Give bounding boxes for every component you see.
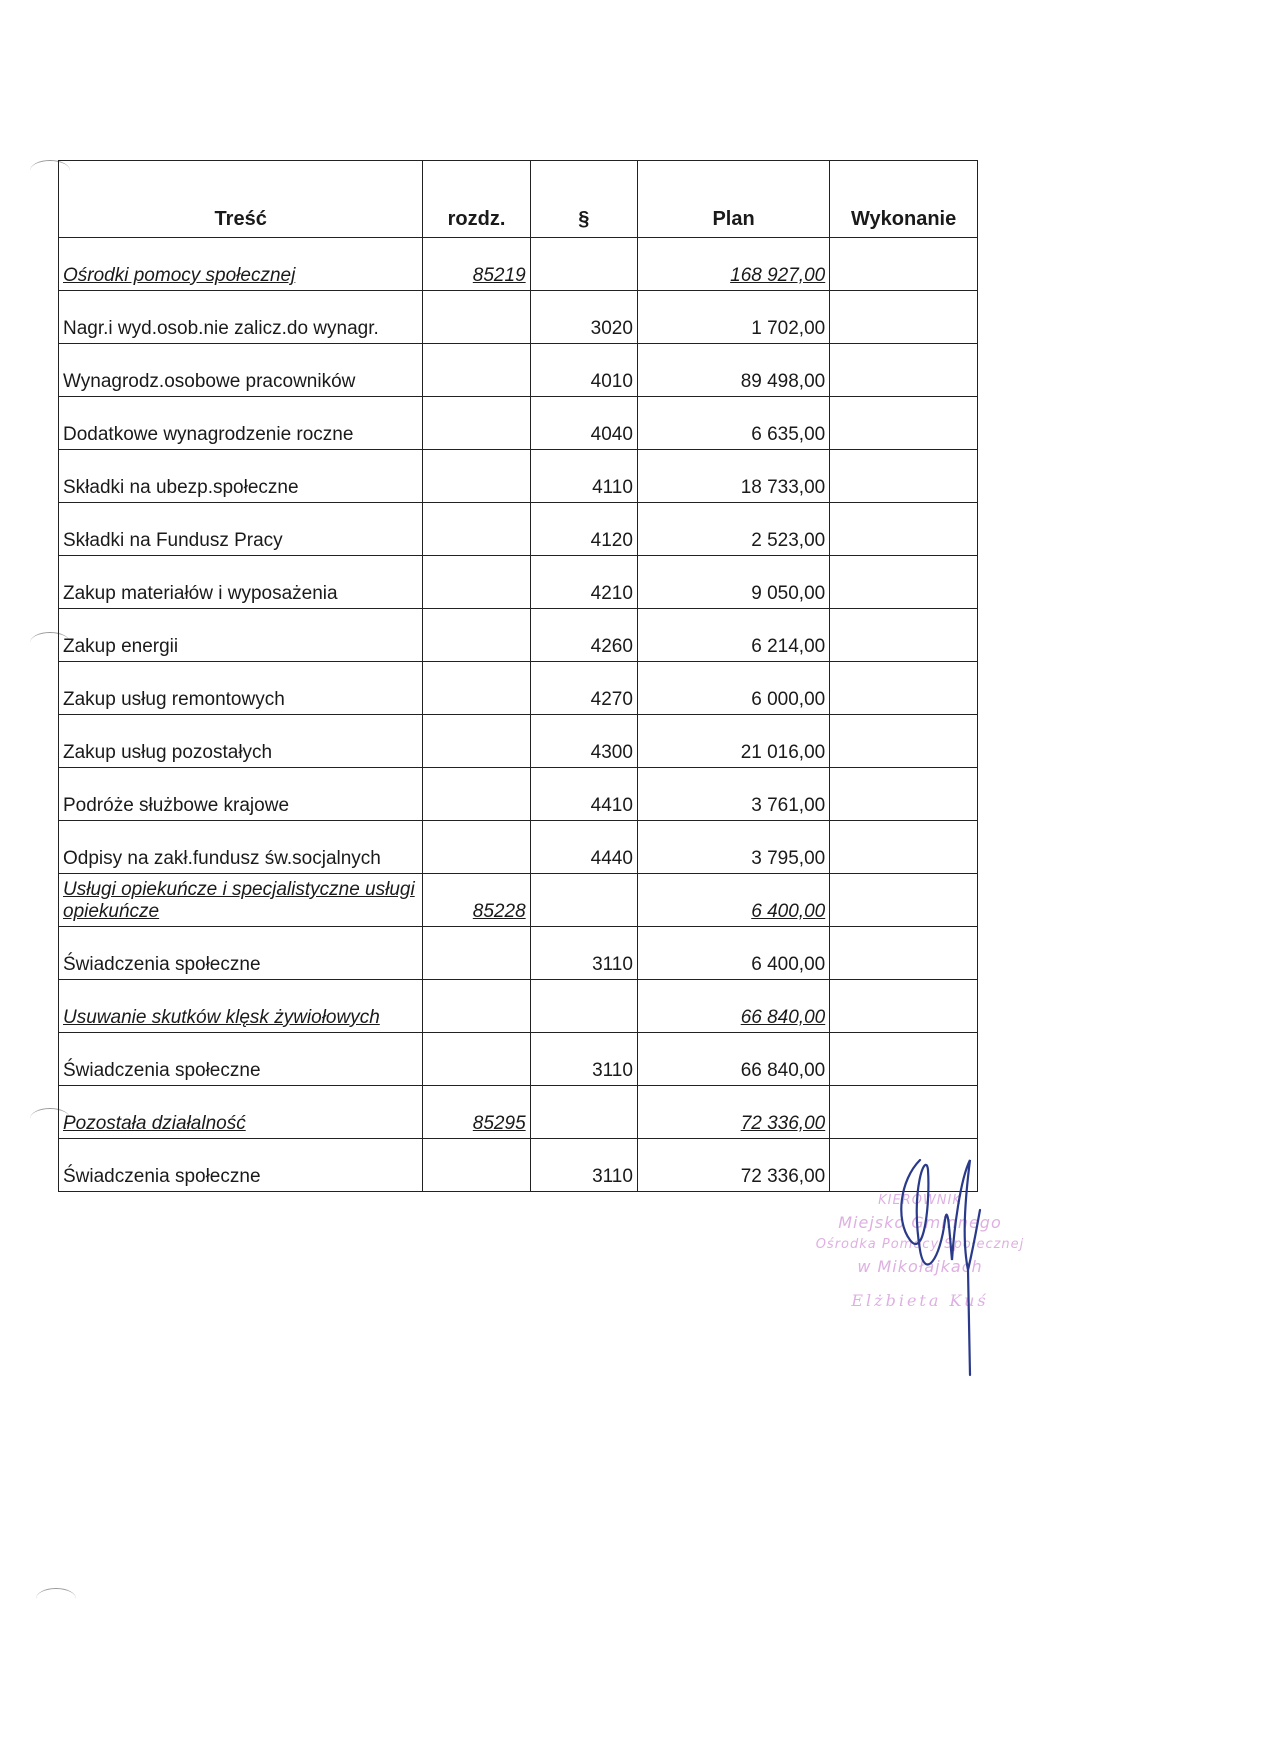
cell-rozdz <box>423 768 530 821</box>
table-row <box>59 344 978 397</box>
cell-rozdz <box>423 397 530 450</box>
cell-desc: Pozostała działalność <box>59 1086 423 1139</box>
cell-rozdz <box>423 344 530 397</box>
table-section-row <box>59 980 978 1033</box>
cell-paragraph: 4210 <box>530 556 637 609</box>
header-wykonanie: Wykonanie <box>830 161 978 238</box>
header-rozdz: rozdz. <box>423 161 530 238</box>
cell-rozdz <box>423 450 530 503</box>
table-row <box>59 821 978 874</box>
cell-paragraph: 4010 <box>530 344 637 397</box>
cell-desc: Świadczenia społeczne <box>59 1139 423 1192</box>
cell-desc: Zakup materiałów i wyposażenia <box>59 556 423 609</box>
cell-desc: Odpisy na zakł.fundusz św.socjalnych <box>59 821 423 874</box>
stamp-line: w Mikołajkach <box>857 1257 983 1276</box>
cell-paragraph: 4120 <box>530 503 637 556</box>
table-row <box>59 556 978 609</box>
cell-wykonanie <box>830 291 978 344</box>
cell-paragraph: 3110 <box>530 927 637 980</box>
table-row <box>59 715 978 768</box>
handwritten-signature <box>890 1140 1000 1380</box>
cell-wykonanie <box>830 662 978 715</box>
cell-plan: 3 761,00 <box>637 768 829 821</box>
cell-wykonanie <box>830 927 978 980</box>
cell-wykonanie <box>830 503 978 556</box>
cell-plan: 18 733,00 <box>637 450 829 503</box>
cell-paragraph: 4410 <box>530 768 637 821</box>
cell-wykonanie <box>830 238 978 291</box>
cell-desc: Składki na Fundusz Pracy <box>59 503 423 556</box>
cell-plan: 66 840,00 <box>637 980 829 1033</box>
table-header-row <box>59 161 978 238</box>
table-row <box>59 927 978 980</box>
header-desc: Treść <box>59 161 423 238</box>
cell-desc: Wynagrodz.osobowe pracowników <box>59 344 423 397</box>
cell-wykonanie <box>830 874 978 927</box>
cell-paragraph: 3020 <box>530 291 637 344</box>
table-row <box>59 503 978 556</box>
cell-paragraph: 4270 <box>530 662 637 715</box>
cell-rozdz: 85295 <box>423 1086 530 1139</box>
cell-plan: 72 336,00 <box>637 1139 829 1192</box>
cell-wykonanie <box>830 821 978 874</box>
header-plan: Plan <box>637 161 829 238</box>
cell-desc: Zakup energii <box>59 609 423 662</box>
table-row <box>59 662 978 715</box>
cell-wykonanie <box>830 1086 978 1139</box>
cell-plan: 66 840,00 <box>637 1033 829 1086</box>
cell-plan: 168 927,00 <box>637 238 829 291</box>
budget-table <box>58 160 978 1192</box>
cell-desc: Zakup usług pozostałych <box>59 715 423 768</box>
table-row <box>59 450 978 503</box>
cell-rozdz <box>423 503 530 556</box>
cell-plan: 2 523,00 <box>637 503 829 556</box>
cell-desc: Zakup usług remontowych <box>59 662 423 715</box>
cell-rozdz <box>423 980 530 1033</box>
stamp-line: KIEROWNIK <box>878 1193 962 1208</box>
cell-paragraph <box>530 1086 637 1139</box>
cell-wykonanie <box>830 556 978 609</box>
cell-wykonanie <box>830 344 978 397</box>
cell-desc: Składki na ubezp.społeczne <box>59 450 423 503</box>
cell-wykonanie <box>830 609 978 662</box>
cell-paragraph: 3110 <box>530 1139 637 1192</box>
cell-plan: 72 336,00 <box>637 1086 829 1139</box>
cell-paragraph: 4260 <box>530 609 637 662</box>
cell-plan: 9 050,00 <box>637 556 829 609</box>
cell-paragraph <box>530 980 637 1033</box>
cell-desc: Nagr.i wyd.osob.nie zalicz.do wynagr. <box>59 291 423 344</box>
cell-wykonanie <box>830 450 978 503</box>
cell-rozdz <box>423 1139 530 1192</box>
cell-rozdz <box>423 291 530 344</box>
cell-plan: 6 400,00 <box>637 927 829 980</box>
cell-desc: Świadczenia społeczne <box>59 927 423 980</box>
table-section-row <box>59 874 978 927</box>
cell-desc: Świadczenia społeczne <box>59 1033 423 1086</box>
cell-rozdz <box>423 715 530 768</box>
cell-rozdz <box>423 556 530 609</box>
cell-wykonanie <box>830 1033 978 1086</box>
table-row <box>59 397 978 450</box>
cell-plan: 6 635,00 <box>637 397 829 450</box>
cell-wykonanie <box>830 980 978 1033</box>
cell-rozdz <box>423 609 530 662</box>
cell-plan: 6 214,00 <box>637 609 829 662</box>
cell-paragraph <box>530 238 637 291</box>
cell-plan: 89 498,00 <box>637 344 829 397</box>
cell-paragraph: 4300 <box>530 715 637 768</box>
table-section-row <box>59 238 978 291</box>
cell-wykonanie <box>830 768 978 821</box>
cell-plan: 6 400,00 <box>637 874 829 927</box>
cell-paragraph: 3110 <box>530 1033 637 1086</box>
cell-rozdz: 85228 <box>423 874 530 927</box>
cell-desc: Dodatkowe wynagrodzenie roczne <box>59 397 423 450</box>
cell-desc: Usługi opiekuńcze i specjalistyczne usługi opiekuńcze <box>59 874 423 927</box>
cell-rozdz <box>423 1033 530 1086</box>
cell-rozdz <box>423 662 530 715</box>
table-row <box>59 291 978 344</box>
stamp-line: Miejsko Gminnego <box>838 1213 1002 1232</box>
cell-wykonanie <box>830 715 978 768</box>
table-row <box>59 1033 978 1086</box>
cell-paragraph: 4440 <box>530 821 637 874</box>
stamp-name: Elżbieta Kuś <box>851 1291 989 1310</box>
cell-paragraph: 4110 <box>530 450 637 503</box>
cell-paragraph: 4040 <box>530 397 637 450</box>
table-body <box>59 238 978 1192</box>
punch-hole-mark <box>36 1588 76 1609</box>
cell-plan: 1 702,00 <box>637 291 829 344</box>
cell-desc: Ośrodki pomocy społecznej <box>59 238 423 291</box>
cell-plan: 3 795,00 <box>637 821 829 874</box>
cell-rozdz <box>423 927 530 980</box>
table-row <box>59 768 978 821</box>
table-row <box>59 609 978 662</box>
stamp-line: Ośrodka Pomocy Społecznej <box>815 1237 1025 1252</box>
cell-desc: Usuwanie skutków klęsk żywiołowych <box>59 980 423 1033</box>
cell-wykonanie <box>830 397 978 450</box>
cell-plan: 21 016,00 <box>637 715 829 768</box>
table-section-row <box>59 1086 978 1139</box>
cell-rozdz: 85219 <box>423 238 530 291</box>
table-row <box>59 1139 978 1192</box>
cell-plan: 6 000,00 <box>637 662 829 715</box>
cell-desc: Podróże służbowe krajowe <box>59 768 423 821</box>
cell-rozdz <box>423 821 530 874</box>
header-paragraph: § <box>530 161 637 238</box>
cell-paragraph <box>530 874 637 927</box>
